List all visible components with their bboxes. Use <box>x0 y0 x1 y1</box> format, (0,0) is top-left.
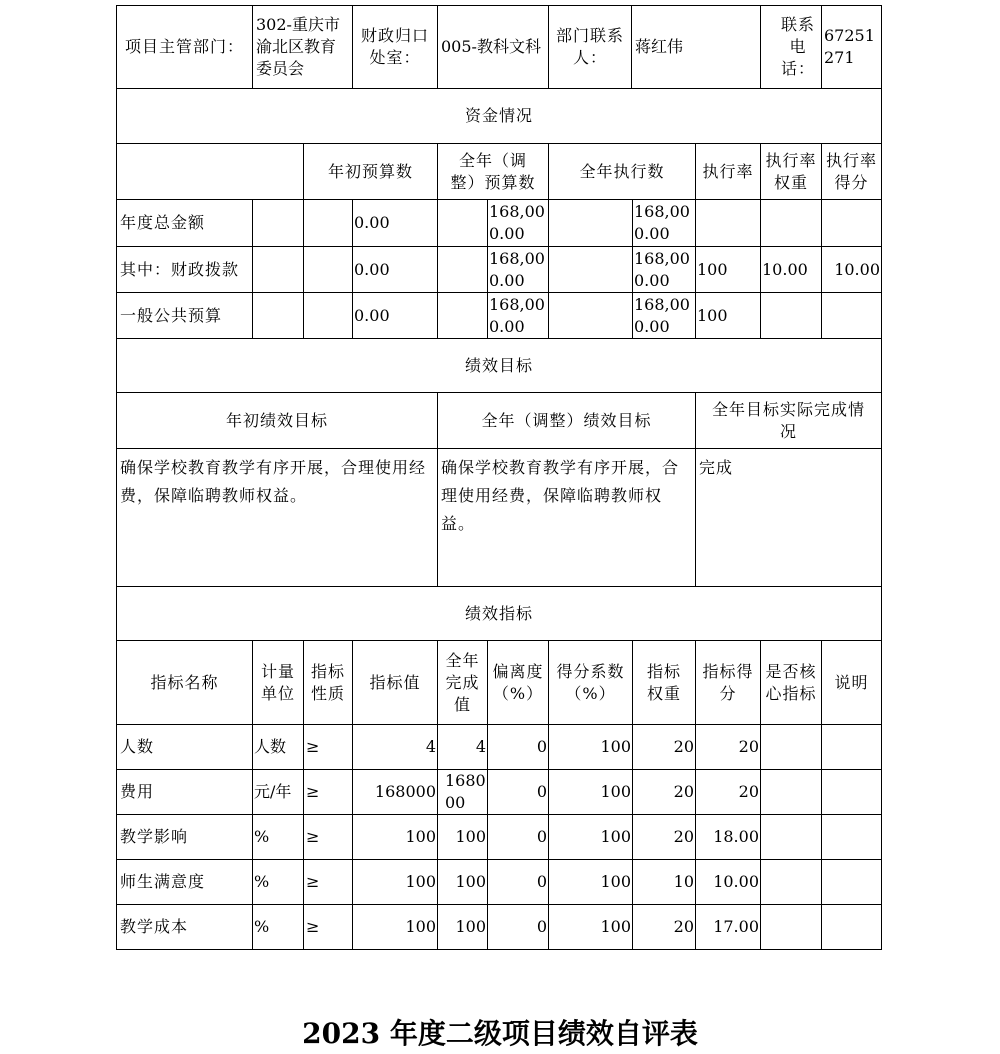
funds-row-adjusted: 168,000.00 <box>487 246 549 293</box>
finance-label: 财政归口处室： <box>352 5 438 89</box>
funds-row-score <box>821 292 882 339</box>
ind-row-weight: 20 <box>632 904 696 950</box>
ind-row-nature: ≥ <box>303 724 353 770</box>
funds-row-blank <box>252 246 304 293</box>
ind-row-note <box>821 724 882 770</box>
ind-row-deviation: 0 <box>487 814 549 860</box>
funds-col-rate: 执行率 <box>695 143 761 200</box>
ind-row-nature: ≥ <box>303 904 353 950</box>
funds-header-blank <box>116 143 304 200</box>
ind-row-note <box>821 769 882 815</box>
ind-col-weight: 指标权重 <box>632 640 696 725</box>
ind-row-score: 20 <box>695 724 761 770</box>
ind-row-note <box>821 904 882 950</box>
funds-row-blank <box>548 246 633 293</box>
ind-row-coef: 100 <box>548 769 633 815</box>
ind-row-actual: 100 <box>437 859 488 905</box>
funds-row-blank <box>437 246 488 293</box>
ind-row-name: 教学影响 <box>116 814 253 860</box>
funds-col-initial: 年初预算数 <box>303 143 438 200</box>
funds-col-weight: 执行率权重 <box>760 143 822 200</box>
ind-row-unit: % <box>252 859 304 905</box>
ind-row-unit: % <box>252 904 304 950</box>
funds-row-weight: 10.00 <box>760 246 822 293</box>
funds-col-executed: 全年执行数 <box>548 143 696 200</box>
ind-col-nature: 指标性质 <box>303 640 353 725</box>
ind-row-value: 100 <box>352 814 438 860</box>
ind-col-deviation: 偏离度（%） <box>487 640 549 725</box>
funds-row-rate: 100 <box>695 246 761 293</box>
ind-row-value: 100 <box>352 904 438 950</box>
funds-row-blank <box>437 292 488 339</box>
ind-row-deviation: 0 <box>487 769 549 815</box>
funds-row-weight <box>760 292 822 339</box>
funds-col-score: 执行率得分 <box>821 143 882 200</box>
funds-row-initial: 0.00 <box>352 246 438 293</box>
ind-col-unit: 计量单位 <box>252 640 304 725</box>
ind-row-score: 10.00 <box>695 859 761 905</box>
funds-row-executed: 168,000.00 <box>632 246 696 293</box>
ind-row-coef: 100 <box>548 724 633 770</box>
funds-col-adjusted: 全年（调整）预算数 <box>437 143 549 200</box>
ind-row-unit: 元/年 <box>252 769 304 815</box>
phone-value: 67251271 <box>821 5 882 89</box>
funds-section-title: 资金情况 <box>116 88 882 144</box>
ind-row-note <box>821 859 882 905</box>
ind-col-value: 指标值 <box>352 640 438 725</box>
funds-row-blank <box>437 199 488 247</box>
contact-value: 蒋红伟 <box>631 5 761 89</box>
indicators-section-title: 绩效指标 <box>116 586 882 641</box>
funds-row-name: 年度总金额 <box>116 199 253 247</box>
ind-row-unit: % <box>252 814 304 860</box>
funds-row-initial: 0.00 <box>352 199 438 247</box>
ind-row-score: 17.00 <box>695 904 761 950</box>
ind-row-deviation: 0 <box>487 859 549 905</box>
ind-row-weight: 10 <box>632 859 696 905</box>
ind-col-core: 是否核心指标 <box>760 640 822 725</box>
ind-row-value: 100 <box>352 859 438 905</box>
funds-row-adjusted: 168,000.00 <box>487 199 549 247</box>
funds-row-blank <box>548 199 633 247</box>
finance-value: 005-教科文科 <box>437 5 549 89</box>
funds-row-name: 其中：财政拨款 <box>116 246 253 293</box>
dept-value: 302-重庆市渝北区教育委员会 <box>252 5 353 89</box>
ind-row-value: 168000 <box>352 769 438 815</box>
ind-row-actual: 100 <box>437 904 488 950</box>
ind-row-name: 师生满意度 <box>116 859 253 905</box>
goals-actual-text: 完成 <box>695 448 882 587</box>
ind-row-core <box>760 724 822 770</box>
goals-col-adjusted: 全年（调整）绩效目标 <box>437 392 696 449</box>
funds-row-executed: 168,000.00 <box>632 199 696 247</box>
document-title: 2023 年度二级项目绩效自评表 <box>302 1017 698 1050</box>
funds-row-blank <box>303 246 353 293</box>
ind-row-nature: ≥ <box>303 859 353 905</box>
ind-row-name: 费用 <box>116 769 253 815</box>
ind-row-core <box>760 814 822 860</box>
funds-row-adjusted: 168,000.00 <box>487 292 549 339</box>
ind-col-actual: 全年完成值 <box>437 640 488 725</box>
ind-row-deviation: 0 <box>487 724 549 770</box>
ind-row-actual: 4 <box>437 724 488 770</box>
ind-row-weight: 20 <box>632 724 696 770</box>
funds-row-blank <box>548 292 633 339</box>
goals-col-actual: 全年目标实际完成情况 <box>695 392 882 449</box>
funds-row-blank <box>252 292 304 339</box>
ind-row-actual: 100 <box>437 814 488 860</box>
goals-initial-text: 确保学校教育教学有序开展，合理使用经费，保障临聘教师权益。 <box>116 448 438 587</box>
funds-row-blank <box>303 199 353 247</box>
phone-label: 联系电话： <box>760 5 822 89</box>
funds-row-name: 一般公共预算 <box>116 292 253 339</box>
ind-row-coef: 100 <box>548 859 633 905</box>
ind-row-unit: 人数 <box>252 724 304 770</box>
funds-row-score: 10.00 <box>821 246 882 293</box>
ind-row-weight: 20 <box>632 814 696 860</box>
funds-row-rate: 100 <box>695 292 761 339</box>
funds-row-initial: 0.00 <box>352 292 438 339</box>
ind-row-deviation: 0 <box>487 904 549 950</box>
ind-row-note <box>821 814 882 860</box>
funds-row-blank <box>252 199 304 247</box>
ind-row-actual: 168000 <box>437 769 488 815</box>
ind-col-name: 指标名称 <box>116 640 253 725</box>
ind-row-score: 20 <box>695 769 761 815</box>
goals-adjusted-text: 确保学校教育教学有序开展，合理使用经费，保障临聘教师权益。 <box>437 448 696 587</box>
ind-row-core <box>760 769 822 815</box>
ind-row-name: 教学成本 <box>116 904 253 950</box>
ind-row-nature: ≥ <box>303 769 353 815</box>
ind-row-core <box>760 904 822 950</box>
ind-row-value: 4 <box>352 724 438 770</box>
ind-row-coef: 100 <box>548 904 633 950</box>
funds-row-executed: 168,000.00 <box>632 292 696 339</box>
dept-label: 项目主管部门： <box>116 5 253 89</box>
ind-row-nature: ≥ <box>303 814 353 860</box>
ind-row-score: 18.00 <box>695 814 761 860</box>
goals-section-title: 绩效目标 <box>116 338 882 393</box>
ind-col-score: 指标得分 <box>695 640 761 725</box>
ind-row-coef: 100 <box>548 814 633 860</box>
funds-row-blank <box>303 292 353 339</box>
ind-row-core <box>760 859 822 905</box>
contact-label: 部门联系人： <box>548 5 632 89</box>
ind-col-note: 说明 <box>821 640 882 725</box>
funds-row-score <box>821 199 882 247</box>
funds-row-weight <box>760 199 822 247</box>
ind-row-name: 人数 <box>116 724 253 770</box>
ind-row-weight: 20 <box>632 769 696 815</box>
funds-row-rate <box>695 199 761 247</box>
goals-col-initial: 年初绩效目标 <box>116 392 438 449</box>
ind-col-coef: 得分系数（%） <box>548 640 633 725</box>
